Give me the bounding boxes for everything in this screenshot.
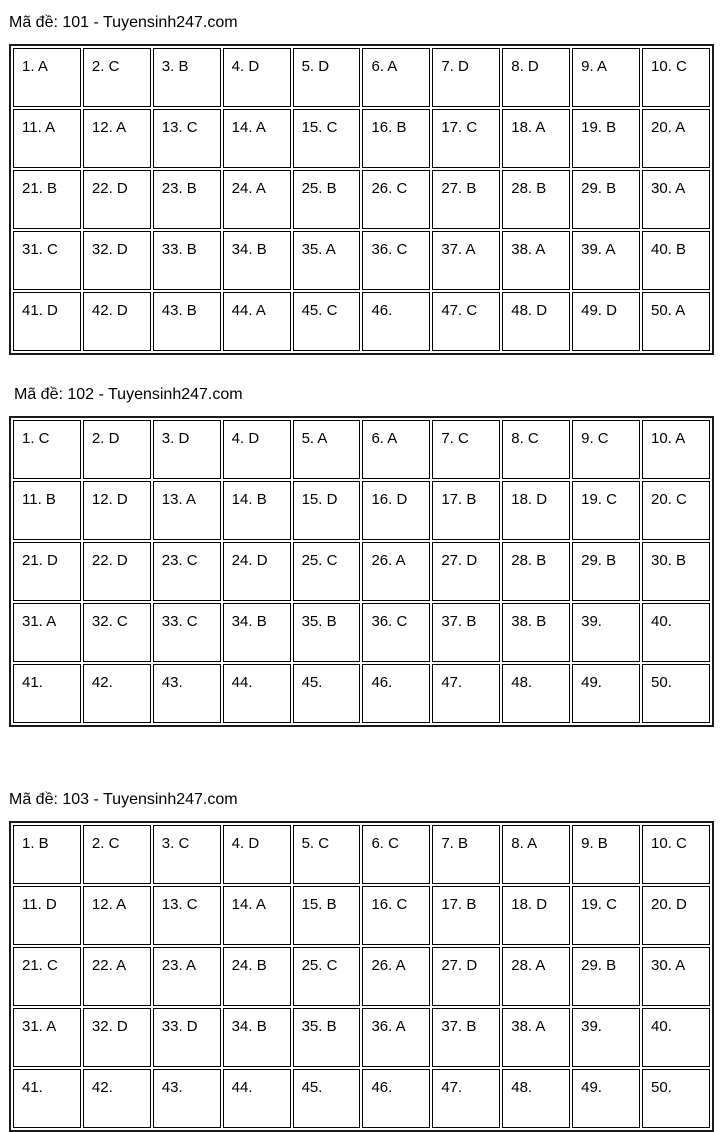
answer-row [13, 48, 710, 107]
answer-cell: 25. B [293, 170, 361, 229]
answer-cell: 1. B [13, 825, 81, 884]
answer-cell: 15. D [293, 481, 361, 540]
answer-cell: 16. B [362, 109, 430, 168]
answer-cell: 38. B [502, 603, 570, 662]
answer-cell: 29. B [572, 542, 640, 601]
answer-cell: 45. [293, 1069, 361, 1128]
answer-cell: 14. A [223, 109, 291, 168]
answer-cell: 48. [502, 1069, 570, 1128]
answer-cell: 1. C [13, 420, 81, 479]
answer-cell: 32. C [83, 603, 151, 662]
answer-cell: 40. B [642, 231, 710, 290]
answer-cell: 22. A [83, 947, 151, 1006]
answer-cell: 32. D [83, 1008, 151, 1067]
answer-cell: 17. B [432, 481, 500, 540]
answer-cell: 24. A [223, 170, 291, 229]
answer-cell: 49. [572, 1069, 640, 1128]
answer-cell: 41. [13, 1069, 81, 1128]
answer-cell: 11. A [13, 109, 81, 168]
answer-cell: 28. B [502, 542, 570, 601]
answer-cell: 37. A [432, 231, 500, 290]
answer-cell: 34. B [223, 1008, 291, 1067]
answer-cell: 10. C [642, 825, 710, 884]
answer-table-101 [9, 44, 714, 355]
answer-row [13, 1069, 710, 1128]
answer-cell: 47. [432, 1069, 500, 1128]
answer-cell: 7. B [432, 825, 500, 884]
answer-cell: 38. A [502, 1008, 570, 1067]
answer-cell: 44. [223, 664, 291, 723]
answer-row [13, 1008, 710, 1067]
answer-cell: 27. B [432, 170, 500, 229]
answer-cell: 45. C [293, 292, 361, 351]
answer-cell: 3. C [153, 825, 221, 884]
answer-cell: 40. [642, 603, 710, 662]
answer-row [13, 292, 710, 351]
answer-cell: 39. [572, 1008, 640, 1067]
answer-cell: 9. A [572, 48, 640, 107]
answer-cell: 6. A [362, 420, 430, 479]
answer-cell: 21. D [13, 542, 81, 601]
answer-cell: 44. A [223, 292, 291, 351]
answer-cell: 43. [153, 1069, 221, 1128]
answer-cell: 3. B [153, 48, 221, 107]
answer-cell: 33. D [153, 1008, 221, 1067]
answer-cell: 49. D [572, 292, 640, 351]
answer-cell: 13. C [153, 886, 221, 945]
answer-cell: 12. A [83, 886, 151, 945]
answer-cell: 11. D [13, 886, 81, 945]
section-exam-103 [9, 791, 714, 1132]
answer-cell: 7. D [432, 48, 500, 107]
answer-cell: 26. A [362, 542, 430, 601]
answer-cell: 16. C [362, 886, 430, 945]
answer-cell: 8. C [502, 420, 570, 479]
answer-cell: 12. A [83, 109, 151, 168]
answer-cell: 31. C [13, 231, 81, 290]
answer-cell: 15. C [293, 109, 361, 168]
answer-cell: 21. C [13, 947, 81, 1006]
answer-cell: 11. B [13, 481, 81, 540]
answer-cell: 9. B [572, 825, 640, 884]
answer-cell: 36. C [362, 603, 430, 662]
answer-cell: 26. A [362, 947, 430, 1006]
answer-cell: 2. D [83, 420, 151, 479]
answer-cell: 27. D [432, 947, 500, 1006]
answer-cell: 33. C [153, 603, 221, 662]
section-exam-101 [9, 14, 714, 355]
section-title-102: Mã đề: 102 - Tuyensinh247.com [14, 386, 243, 403]
answer-cell: 5. C [293, 825, 361, 884]
answer-cell: 22. D [83, 542, 151, 601]
answer-cell: 24. B [223, 947, 291, 1006]
answer-cell: 19. B [572, 109, 640, 168]
answer-row [13, 825, 710, 884]
answer-cell: 34. B [223, 231, 291, 290]
answer-cell: 47. C [432, 292, 500, 351]
answer-cell: 41. D [13, 292, 81, 351]
answer-cell: 13. C [153, 109, 221, 168]
answer-cell: 39. A [572, 231, 640, 290]
answer-cell: 16. D [362, 481, 430, 540]
answer-cell: 8. A [502, 825, 570, 884]
answer-cell: 6. C [362, 825, 430, 884]
answer-cell: 35. A [293, 231, 361, 290]
answer-cell: 49. [572, 664, 640, 723]
answer-cell: 24. D [223, 542, 291, 601]
answer-cell: 36. A [362, 1008, 430, 1067]
answer-cell: 9. C [572, 420, 640, 479]
answer-cell: 5. A [293, 420, 361, 479]
answer-cell: 14. B [223, 481, 291, 540]
answer-cell: 45. [293, 664, 361, 723]
answer-row [13, 231, 710, 290]
answer-cell: 42. D [83, 292, 151, 351]
answer-cell: 39. [572, 603, 640, 662]
answer-cell: 19. C [572, 886, 640, 945]
answer-cell: 46. [362, 664, 430, 723]
answer-cell: 10. C [642, 48, 710, 107]
answer-cell: 46. [362, 1069, 430, 1128]
answer-cell: 13. A [153, 481, 221, 540]
answer-cell: 18. D [502, 886, 570, 945]
answer-cell: 43. [153, 664, 221, 723]
section-title-101: Mã đề: 101 - Tuyensinh247.com [9, 14, 238, 31]
answer-cell: 37. B [432, 1008, 500, 1067]
answer-cell: 3. D [153, 420, 221, 479]
answer-cell: 41. [13, 664, 81, 723]
answer-table-103 [9, 821, 714, 1132]
answer-cell: 4. D [223, 825, 291, 884]
answer-cell: 37. B [432, 603, 500, 662]
answer-cell: 30. A [642, 170, 710, 229]
answer-cell: 15. B [293, 886, 361, 945]
answer-cell: 18. A [502, 109, 570, 168]
answer-cell: 2. C [83, 825, 151, 884]
answer-cell: 17. B [432, 886, 500, 945]
answer-cell: 30. B [642, 542, 710, 601]
answer-cell: 4. D [223, 48, 291, 107]
answer-cell: 17. C [432, 109, 500, 168]
answer-row [13, 603, 710, 662]
answer-cell: 44. [223, 1069, 291, 1128]
answer-cell: 42. [83, 664, 151, 723]
answer-cell: 28. B [502, 170, 570, 229]
answer-cell: 26. C [362, 170, 430, 229]
answer-cell: 33. B [153, 231, 221, 290]
answer-cell: 29. B [572, 170, 640, 229]
answer-row [13, 170, 710, 229]
answer-cell: 50. [642, 664, 710, 723]
answer-row [13, 481, 710, 540]
answer-cell: 20. C [642, 481, 710, 540]
answer-cell: 21. B [13, 170, 81, 229]
answer-cell: 36. C [362, 231, 430, 290]
answer-cell: 2. C [83, 48, 151, 107]
answer-cell: 28. A [502, 947, 570, 1006]
answer-cell: 23. B [153, 170, 221, 229]
answer-cell: 4. D [223, 420, 291, 479]
answer-cell: 30. A [642, 947, 710, 1006]
answer-row [13, 886, 710, 945]
answer-row [13, 109, 710, 168]
answer-cell: 47. [432, 664, 500, 723]
answer-cell: 34. B [223, 603, 291, 662]
answer-cell: 18. D [502, 481, 570, 540]
section-title-103: Mã đề: 103 - Tuyensinh247.com [9, 791, 238, 808]
answer-cell: 25. C [293, 542, 361, 601]
answer-row [13, 542, 710, 601]
answer-table-102 [9, 416, 714, 727]
answer-cell: 1. A [13, 48, 81, 107]
answer-cell: 43. B [153, 292, 221, 351]
answer-cell: 38. A [502, 231, 570, 290]
answer-cell: 25. C [293, 947, 361, 1006]
answer-cell: 8. D [502, 48, 570, 107]
answer-cell: 23. C [153, 542, 221, 601]
answer-cell: 20. D [642, 886, 710, 945]
answer-cell: 10. A [642, 420, 710, 479]
answer-cell: 31. A [13, 1008, 81, 1067]
answer-cell: 14. A [223, 886, 291, 945]
answer-row [13, 420, 710, 479]
answer-cell: 31. A [13, 603, 81, 662]
answer-cell: 50. A [642, 292, 710, 351]
answer-cell: 48. [502, 664, 570, 723]
answer-cell: 23. A [153, 947, 221, 1006]
answer-row [13, 664, 710, 723]
section-exam-102 [9, 386, 714, 727]
answer-cell: 35. B [293, 603, 361, 662]
answer-cell: 20. A [642, 109, 710, 168]
answer-cell: 32. D [83, 231, 151, 290]
answer-cell: 22. D [83, 170, 151, 229]
answer-cell: 27. D [432, 542, 500, 601]
answer-cell: 29. B [572, 947, 640, 1006]
answer-row [13, 947, 710, 1006]
answer-cell: 5. D [293, 48, 361, 107]
answer-cell: 12. D [83, 481, 151, 540]
answer-cell: 46. [362, 292, 430, 351]
answer-cell: 7. C [432, 420, 500, 479]
answer-cell: 40. [642, 1008, 710, 1067]
answer-cell: 35. B [293, 1008, 361, 1067]
answer-cell: 50. [642, 1069, 710, 1128]
answer-cell: 48. D [502, 292, 570, 351]
answer-cell: 19. C [572, 481, 640, 540]
answer-cell: 42. [83, 1069, 151, 1128]
answer-cell: 6. A [362, 48, 430, 107]
